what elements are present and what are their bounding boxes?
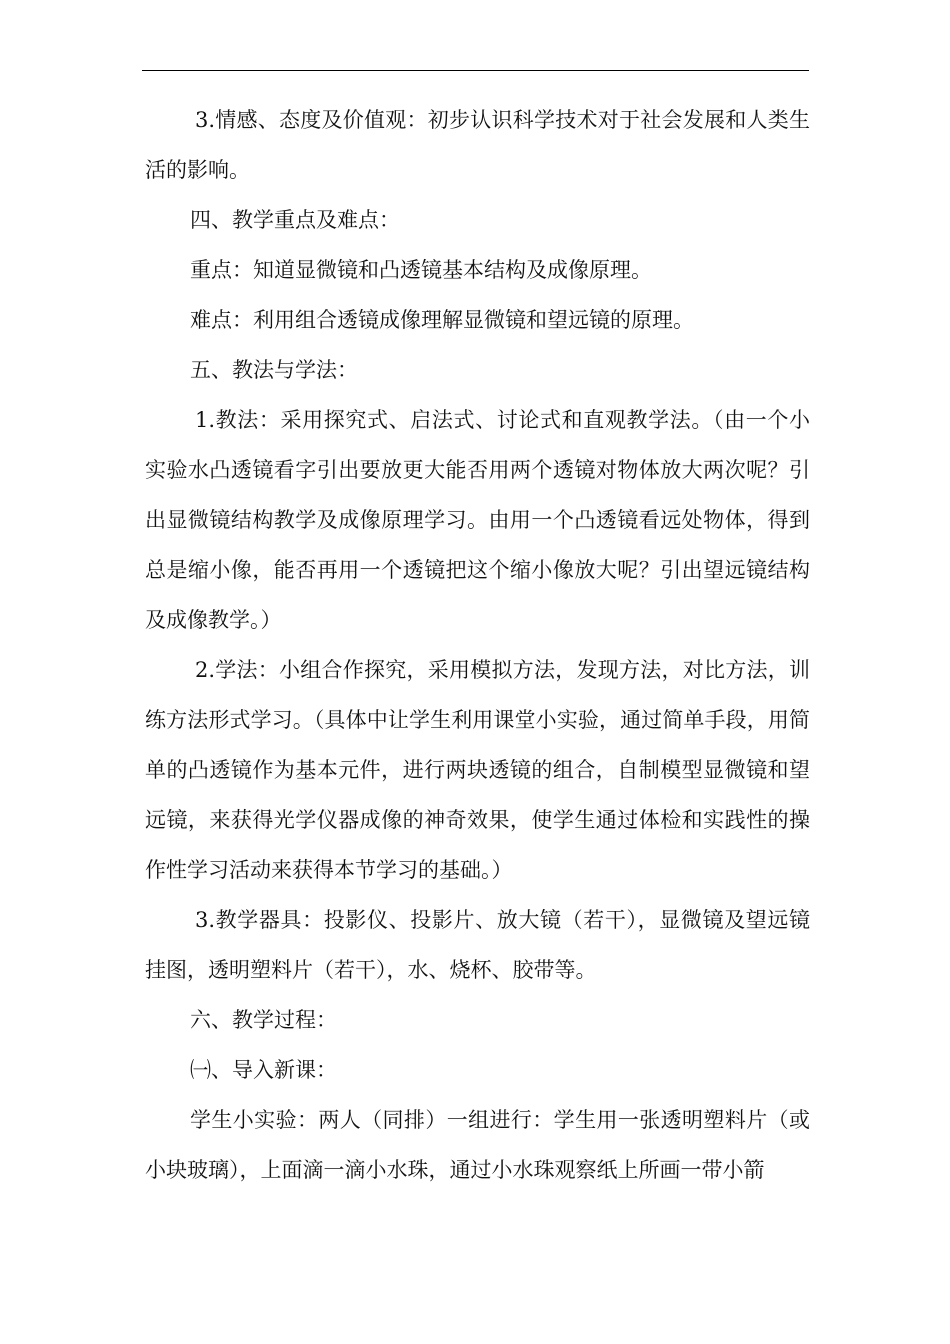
- paragraph-attitude-values: 3.情感、态度及价值观：初步认识科学技术对于社会发展和人类生活的影响。: [145, 108, 810, 182]
- document-body: [145, 95, 810, 1195]
- heading-teaching-process: 六、教学过程：: [190, 1008, 337, 1032]
- paragraph-student-experiment: 学生小实验：两人（同排）一组进行：学生用一张透明塑料片（或小块玻璃），上面滴一滴小水珠，通过小水珠观察纸上所画一带小箭: [145, 1108, 810, 1182]
- paragraph-learning-method: 2.学法：小组合作探究，采用模拟方法，发现方法，对比方法，训练方法形式学习。（具体中让学生利用课堂小实验，通过简单手段，用简单的凸透镜作为基本元件，进行两块透镜的组合，自制模型显微镜和望远镜，来获得光学仪器成像的神奇效果，使学生通过体检和实践性的操作性学习活动来获得本节学习的基础。）: [145, 658, 810, 882]
- heading-key-points: 四、教学重点及难点：: [190, 208, 400, 232]
- heading-methods: 五、教法与学法：: [190, 358, 358, 382]
- paragraph-teaching-equipment: 3.教学器具：投影仪、投影片、放大镜（若干），显微镜及望远镜挂图，透明塑料片（若干），水、烧杯、胶带等。: [145, 908, 810, 982]
- subheading-introduction: ㈠、导入新课：: [190, 1058, 337, 1082]
- paragraph-key-point: 重点：知道显微镜和凸透镜基本结构及成像原理。: [190, 258, 652, 282]
- paragraph-teaching-method: 1.教法：采用探究式、启法式、讨论式和直观教学法。（由一个小实验水凸透镜看字引出要放更大能否用两个透镜对物体放大两次呢？引出显微镜结构教学及成像原理学习。由用一个凸透镜看远处物体，得到总是缩小像，能否再用一个透镜把这个缩小像放大呢？引出望远镜结构及成像教学。）: [145, 408, 810, 632]
- paragraph-difficulty: 难点：利用组合透镜成像理解显微镜和望远镜的原理。: [190, 308, 694, 332]
- header-rule: [142, 70, 809, 71]
